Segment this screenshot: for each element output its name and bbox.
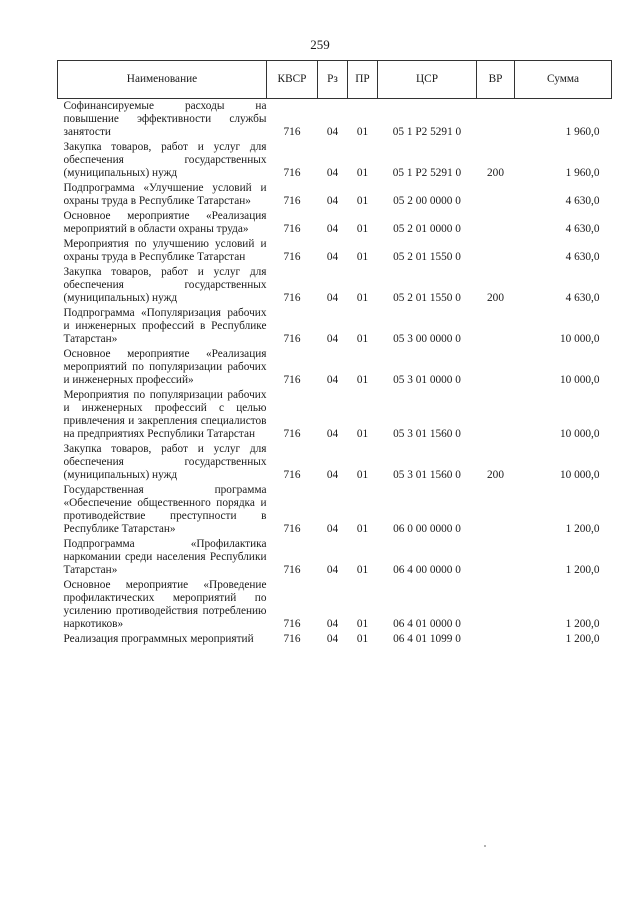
cell-sum: 10 000,0 bbox=[559, 428, 600, 440]
table-row bbox=[58, 388, 612, 442]
cell-rz: 04 bbox=[326, 374, 339, 386]
cell-csr: 06 4 01 1099 0 bbox=[393, 633, 461, 645]
cell-kvsr: 716 bbox=[283, 633, 301, 645]
cell-sum: 4 630,0 bbox=[565, 292, 600, 304]
cell-vr bbox=[477, 209, 515, 237]
header-sum: Сумма bbox=[515, 61, 612, 99]
cell-kvsr: 716 bbox=[283, 523, 301, 535]
cell-sum: 10 000,0 bbox=[559, 333, 600, 345]
cell-pr: 01 bbox=[356, 428, 369, 440]
cell-kvsr: 716 bbox=[283, 428, 301, 440]
cell-kvsr: 716 bbox=[283, 333, 301, 345]
cell-pr: 01 bbox=[356, 333, 369, 345]
cell-rz: 04 bbox=[326, 523, 339, 535]
cell-name: Основное мероприятие «Реализация мероприятий по популяризации рабочих и инженерных профессий» bbox=[63, 348, 267, 386]
cell-sum: 4 630,0 bbox=[565, 251, 600, 263]
cell-vr bbox=[477, 306, 515, 347]
cell-rz: 04 bbox=[326, 469, 339, 481]
cell-sum: 4 630,0 bbox=[565, 223, 600, 235]
table-row bbox=[58, 537, 612, 578]
cell-vr: 200 bbox=[487, 292, 504, 304]
budget-table bbox=[57, 60, 612, 647]
table-row bbox=[58, 347, 612, 388]
cell-csr: 05 2 00 0000 0 bbox=[393, 195, 461, 207]
cell-pr: 01 bbox=[356, 469, 369, 481]
cell-pr: 01 bbox=[356, 633, 369, 645]
table-row bbox=[58, 632, 612, 647]
cell-vr bbox=[477, 632, 515, 647]
header-vr: ВР bbox=[477, 61, 515, 99]
cell-csr: 05 1 Р2 5291 0 bbox=[392, 126, 462, 138]
cell-vr bbox=[477, 537, 515, 578]
cell-rz: 04 bbox=[326, 428, 339, 440]
table-header bbox=[58, 61, 612, 99]
cell-kvsr: 716 bbox=[283, 251, 301, 263]
cell-name: Мероприятия по улучшению условий и охраны труда в Республике Татарстан bbox=[63, 238, 267, 263]
table-row bbox=[58, 181, 612, 209]
cell-vr bbox=[477, 99, 515, 141]
cell-rz: 04 bbox=[326, 126, 339, 138]
cell-csr: 05 3 01 0000 0 bbox=[393, 374, 461, 386]
table-row bbox=[58, 99, 612, 141]
cell-name: Подпрограмма «Профилактика наркомании среди населения Республики Татарстан» bbox=[63, 538, 267, 576]
cell-vr bbox=[477, 237, 515, 265]
cell-rz: 04 bbox=[326, 223, 339, 235]
cell-name: Закупка товаров, работ и услуг для обеспечения государственных (муниципальных) нужд bbox=[63, 443, 267, 481]
header-name: Наименование bbox=[58, 61, 267, 99]
header-pr: ПР bbox=[348, 61, 378, 99]
cell-sum: 1 960,0 bbox=[565, 167, 600, 179]
cell-csr: 05 1 Р2 5291 0 bbox=[392, 167, 462, 179]
table-row bbox=[58, 140, 612, 181]
cell-sum: 1 200,0 bbox=[565, 633, 600, 645]
cell-kvsr: 716 bbox=[283, 564, 301, 576]
cell-csr: 06 0 00 0000 0 bbox=[393, 523, 461, 535]
cell-csr: 05 3 00 0000 0 bbox=[393, 333, 461, 345]
cell-rz: 04 bbox=[326, 251, 339, 263]
cell-pr: 01 bbox=[356, 223, 369, 235]
cell-name: Подпрограмма «Улучшение условий и охраны труда в Республике Татарстан» bbox=[63, 182, 267, 207]
cell-csr: 05 3 01 1560 0 bbox=[393, 428, 461, 440]
table-row bbox=[58, 578, 612, 632]
cell-csr: 05 3 01 1560 0 bbox=[393, 469, 461, 481]
cell-pr: 01 bbox=[356, 126, 369, 138]
cell-pr: 01 bbox=[356, 167, 369, 179]
cell-sum: 4 630,0 bbox=[565, 195, 600, 207]
cell-sum: 10 000,0 bbox=[559, 469, 600, 481]
cell-rz: 04 bbox=[326, 633, 339, 645]
cell-vr bbox=[477, 181, 515, 209]
cell-vr: 200 bbox=[487, 167, 504, 179]
cell-csr: 05 2 01 1550 0 bbox=[393, 251, 461, 263]
cell-name: Подпрограмма «Популяризация рабочих и инженерных профессий в Республике Татарстан» bbox=[63, 307, 267, 345]
cell-rz: 04 bbox=[326, 618, 339, 630]
cell-pr: 01 bbox=[356, 251, 369, 263]
cell-kvsr: 716 bbox=[283, 374, 301, 386]
table-row bbox=[58, 265, 612, 306]
page-number: 259 bbox=[310, 37, 330, 52]
cell-kvsr: 716 bbox=[283, 195, 301, 207]
cell-kvsr: 716 bbox=[283, 126, 301, 138]
table-row bbox=[58, 237, 612, 265]
cell-csr: 05 2 01 1550 0 bbox=[393, 292, 461, 304]
cell-pr: 01 bbox=[356, 523, 369, 535]
table-row bbox=[58, 306, 612, 347]
cell-rz: 04 bbox=[326, 564, 339, 576]
cell-csr: 06 4 00 0000 0 bbox=[393, 564, 461, 576]
cell-vr bbox=[477, 483, 515, 537]
cell-kvsr: 716 bbox=[283, 618, 301, 630]
header-csr: ЦСР bbox=[378, 61, 477, 99]
cell-rz: 04 bbox=[326, 292, 339, 304]
cell-name: Реализация программных мероприятий bbox=[63, 633, 254, 645]
cell-pr: 01 bbox=[356, 195, 369, 207]
cell-rz: 04 bbox=[326, 333, 339, 345]
cell-sum: 10 000,0 bbox=[559, 374, 600, 386]
cell-name: Софинансируемые расходы на повышение эффективности службы занятости bbox=[63, 100, 267, 138]
cell-sum: 1 200,0 bbox=[565, 523, 600, 535]
table-row bbox=[58, 483, 612, 537]
cell-kvsr: 716 bbox=[283, 167, 301, 179]
cell-name: Государственная программа «Обеспечение общественного порядка и противодействие преступности в Республике Татарстан» bbox=[63, 484, 267, 535]
cell-name: Основное мероприятие «Проведение профилактических мероприятий по усилению противодействия потреблению наркотиков» bbox=[63, 579, 267, 630]
table-row bbox=[58, 442, 612, 483]
cell-csr: 05 2 01 0000 0 bbox=[393, 223, 461, 235]
cell-pr: 01 bbox=[356, 564, 369, 576]
cell-sum: 1 960,0 bbox=[565, 126, 600, 138]
table-body bbox=[58, 99, 612, 648]
header-rz: Рз bbox=[318, 61, 348, 99]
cell-kvsr: 716 bbox=[283, 223, 301, 235]
cell-name: Закупка товаров, работ и услуг для обеспечения государственных (муниципальных) нужд bbox=[63, 141, 267, 179]
cell-vr bbox=[477, 388, 515, 442]
cell-pr: 01 bbox=[356, 292, 369, 304]
cell-name: Мероприятия по популяризации рабочих и инженерных профессий с целью привлечения и закрепления специалистов на предприятиях Республики Татарстан bbox=[63, 389, 267, 440]
cell-rz: 04 bbox=[326, 195, 339, 207]
header-kvsr: КВСР bbox=[267, 61, 318, 99]
cell-vr: 200 bbox=[487, 469, 504, 481]
cell-kvsr: 716 bbox=[283, 292, 301, 304]
scan-speck bbox=[484, 845, 486, 847]
cell-kvsr: 716 bbox=[283, 469, 301, 481]
cell-pr: 01 bbox=[356, 374, 369, 386]
table-row bbox=[58, 209, 612, 237]
cell-csr: 06 4 01 0000 0 bbox=[393, 618, 461, 630]
cell-vr bbox=[477, 578, 515, 632]
cell-name: Основное мероприятие «Реализация мероприятий в области охраны труда» bbox=[63, 210, 267, 235]
cell-sum: 1 200,0 bbox=[565, 564, 600, 576]
cell-sum: 1 200,0 bbox=[565, 618, 600, 630]
cell-name: Закупка товаров, работ и услуг для обеспечения государственных (муниципальных) нужд bbox=[63, 266, 267, 304]
cell-vr bbox=[477, 347, 515, 388]
cell-rz: 04 bbox=[326, 167, 339, 179]
cell-pr: 01 bbox=[356, 618, 369, 630]
